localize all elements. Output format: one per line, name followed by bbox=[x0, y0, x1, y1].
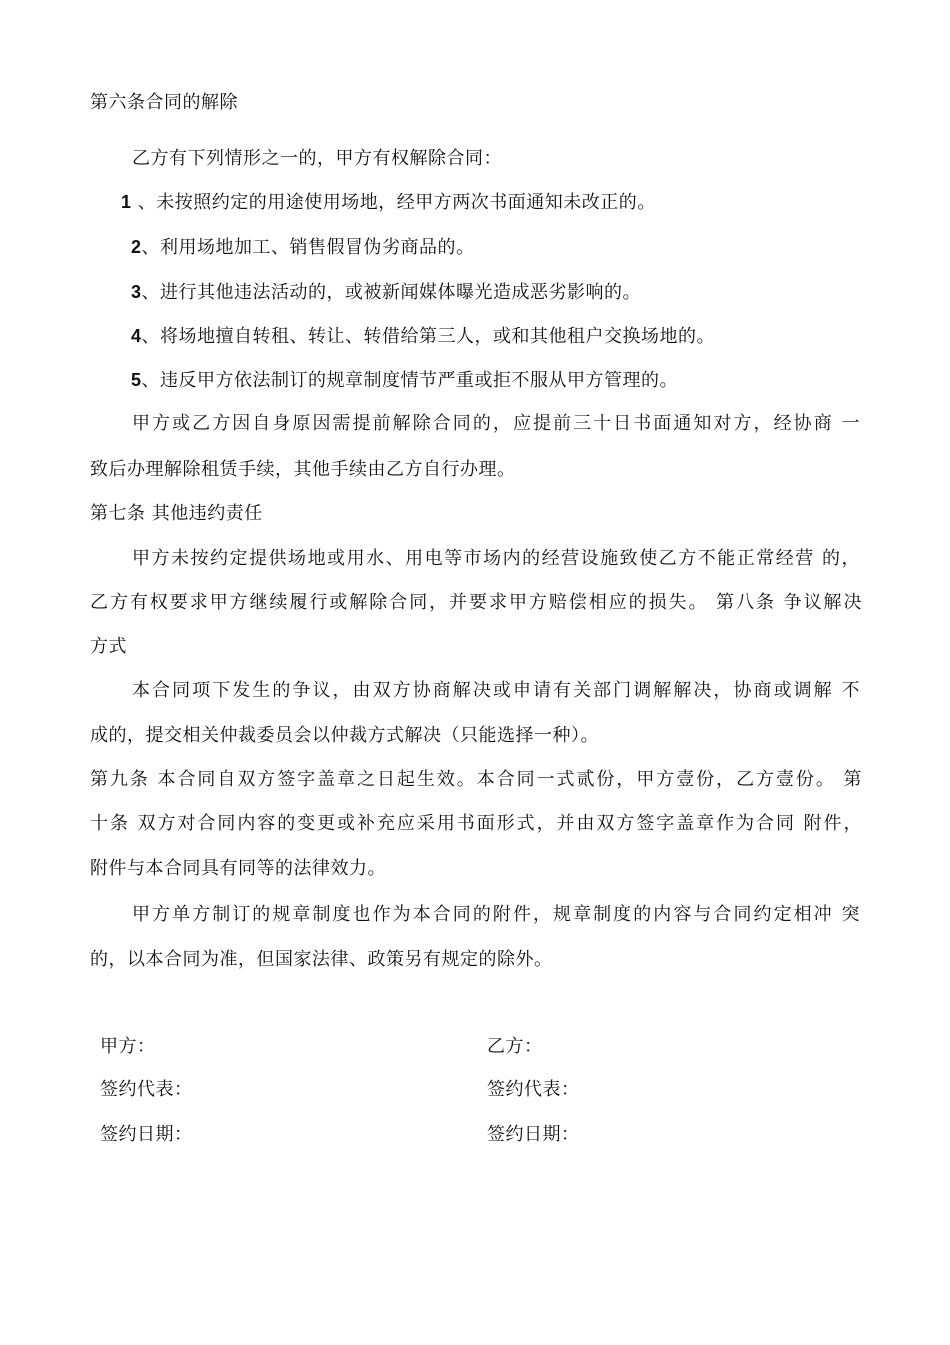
list-item bbox=[131, 236, 475, 259]
paragraph-line: 本合同项下发生的争议，由双方协商解决或申请有关部门调解解决，协商或调解 不 bbox=[132, 680, 860, 701]
paragraph-line: 附件与本合同具有同等的法律效力。 bbox=[90, 858, 386, 879]
list-item-text: 利用场地加工、销售假冒伪劣商品的。 bbox=[160, 237, 475, 258]
party-b-representative-label: 签约代表： bbox=[487, 1079, 580, 1100]
list-item-number: 2 bbox=[131, 237, 142, 257]
list-item-separator: 、 bbox=[131, 192, 157, 213]
list-item bbox=[131, 325, 715, 348]
list-item-text: 进行其他违法活动的，或被新闻媒体曝光造成恶劣影响的。 bbox=[160, 282, 642, 303]
list-item-separator: 、 bbox=[141, 370, 161, 391]
list-item-text: 未按照约定的用途使用场地，经甲方两次书面通知未改正的。 bbox=[156, 192, 656, 213]
paragraph-line: 甲方单方制订的规章制度也作为本合同的附件，规章制度的内容与合同约定相冲 突 bbox=[132, 904, 860, 925]
party-b-date-label: 签约日期： bbox=[487, 1124, 580, 1145]
list-item-separator: 、 bbox=[141, 282, 161, 303]
paragraph-line: 致后办理解除租赁手续，其他手续由乙方自行办理。 bbox=[90, 459, 516, 480]
list-item-text: 将场地擅自转租、转让、转借给第三人，或和其他租户交换场地的。 bbox=[160, 326, 716, 347]
article-6-intro: 乙方有下列情形之一的，甲方有权解除合同： bbox=[132, 148, 502, 169]
list-item bbox=[121, 191, 656, 214]
list-item-number: 1 bbox=[121, 192, 132, 212]
party-a-label: 甲方： bbox=[100, 1036, 156, 1057]
paragraph-line: 第九条 本合同自双方签字盖章之日起生效。本合同一式贰份，甲方壹份，乙方壹份。 第 bbox=[90, 769, 862, 790]
list-item-number: 5 bbox=[131, 370, 142, 390]
list-item bbox=[131, 369, 678, 392]
paragraph-line: 方式 bbox=[90, 636, 127, 657]
list-item bbox=[131, 281, 641, 304]
paragraph-line: 成的，提交相关仲裁委员会以仲裁方式解决（只能选择一种）。 bbox=[90, 725, 599, 746]
party-a-date-label: 签约日期： bbox=[100, 1124, 193, 1145]
list-item-separator: 、 bbox=[141, 237, 161, 258]
list-item-text: 违反甲方依法制订的规章制度情节严重或拒不服从甲方管理的。 bbox=[160, 370, 679, 391]
paragraph-line: 的，以本合同为准，但国家法律、政策另有规定的除外。 bbox=[90, 949, 553, 970]
list-item-number: 3 bbox=[131, 282, 142, 302]
article-6-heading: 第六条合同的解除 bbox=[90, 92, 238, 113]
party-b-label: 乙方： bbox=[487, 1036, 543, 1057]
paragraph-line: 甲方未按约定提供场地或用水、用电等市场内的经营设施致使乙方不能正常经营 的， bbox=[132, 548, 860, 569]
party-a-representative-label: 签约代表： bbox=[100, 1079, 193, 1100]
paragraph-line: 甲方或乙方因自身原因需提前解除合同的，应提前三十日书面通知对方，经协商 一 bbox=[132, 413, 860, 434]
list-item-number: 4 bbox=[131, 326, 142, 346]
paragraph-line: 十条 双方对合同内容的变更或补充应采用书面形式，并由双方签字盖章作为合同 附件， bbox=[90, 813, 862, 834]
paragraph-line: 乙方有权要求甲方继续履行或解除合同，并要求甲方赔偿相应的损失。 第八条 争议解决 bbox=[90, 592, 862, 613]
list-item-separator: 、 bbox=[141, 326, 161, 347]
article-7-heading: 第七条 其他违约责任 bbox=[90, 503, 263, 524]
